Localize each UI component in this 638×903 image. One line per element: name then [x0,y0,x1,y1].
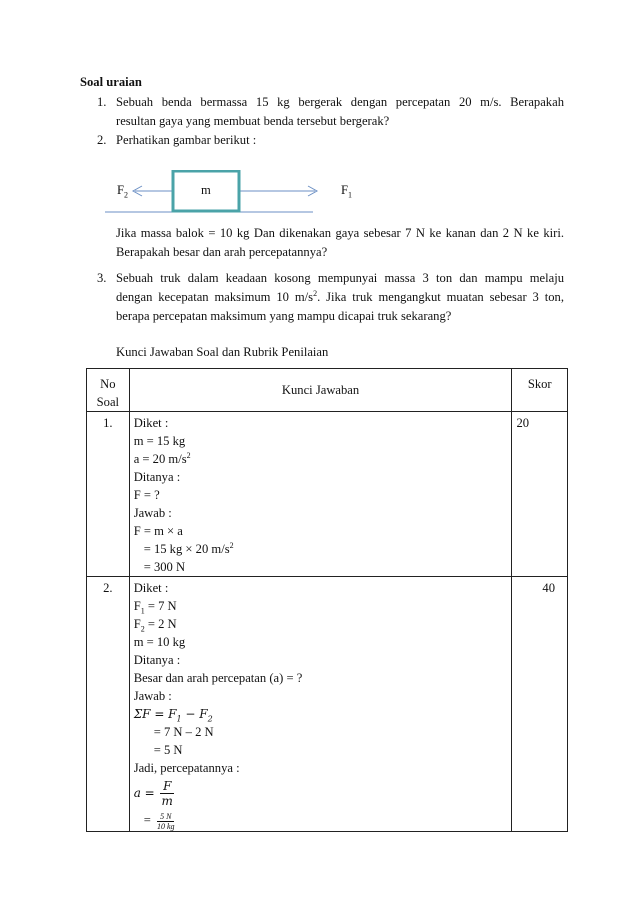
fraction: $\frac{5 N}{10 kg}$ [156,811,175,831]
answer-cell [129,412,512,577]
score-cell [512,412,568,577]
question-text-line: Berapakah besar dan arah percepatannya? [116,245,328,259]
question-3 [97,269,563,329]
answer-line: a = $\frac{F}{m}$ [134,777,512,809]
table-row [87,577,568,832]
answer-line: Ditanya : [133,653,181,667]
header-key-cell [129,369,512,412]
answer-line: F = m × a [133,524,183,538]
answer-line: Ditanya : [133,470,181,484]
question-2 [97,131,563,151]
header-no-cell [87,369,130,412]
header-score: Skor [527,377,552,391]
question-text-line: berapa percepatan maksimum yang mampu dicapai truk sekarang? [116,309,452,323]
score-value: 20 [516,416,530,430]
question-number: 3. [97,271,107,285]
question-text-line: Perhatikan gambar berikut : [116,133,257,147]
answer-line: Besar dan arah percepatan (a) = ? [133,671,303,685]
answer-line: $F_2 = 2$ N [133,617,177,634]
question-1 [97,93,563,133]
question-text-line: dengan kecepatan maksimum 10 $m/s^2$. Jika truk mengangkut muatan sebesar 3 ton, [116,288,564,304]
table-header-row [87,369,568,412]
header-score-cell [512,369,568,412]
answer-line: = 7 N – 2 N [153,725,214,739]
answer-line: Diket : [133,416,169,430]
answer-line: = $\frac{5 N}{10 kg}$ [134,809,512,831]
answer-line: Jadi, percepatannya : [133,761,240,775]
answer-line: = 15 kg × 20 $m/s^2$ [143,540,234,556]
question-text-line: resultan gaya yang membuat benda tersebut bergerak? [116,114,390,128]
header-no: No [100,377,116,391]
answer-line: Diket : [133,581,169,595]
answer-cell [129,577,512,832]
answer-line: = 300 N [143,560,186,574]
row-number-cell [87,412,130,577]
header-soal: Soal [96,395,120,409]
row-number-cell [87,577,130,832]
answer-line: Jawab : [133,506,172,520]
answer-line: $F_1 = 7$ N [133,599,177,616]
section-heading: Soal uraian [80,75,142,89]
mass-label: m [201,183,211,197]
answer-line: Jawab : [133,689,172,703]
answer-line: = 5 N [153,743,183,757]
row-number: 1. [103,416,113,430]
answer-line: m = 10 kg [133,635,186,649]
f1-label: $F_1$ [341,183,353,200]
question-text-line: Sebuah benda bermassa 15 kg bergerak dengan percepatan 20 m/s. Berapakah [116,95,564,109]
row-number: 2. [103,581,113,595]
answer-line: a = 20 $m/s^2$ [133,450,191,466]
question-text-line: Jika massa balok = 10 kg Dan dikenakan gaya sebesar 7 N ke kanan dan 2 N ke kiri. [116,226,564,240]
question-2-text [97,224,563,264]
answer-key-title: Kunci Jawaban Soal dan Rubrik Penilaian [116,345,329,359]
answer-line: F = ? [133,488,160,502]
answer-key-table [86,368,568,832]
table-row [87,412,568,577]
answer-line: $\Sigma F = F_1 - F_2$ [133,707,213,724]
force-diagram [105,170,425,220]
header-key: Kunci Jawaban [281,382,360,397]
f2-label: $F_2$ [117,183,129,200]
question-number: 2. [97,133,107,147]
answer-line: m = 15 kg [133,434,186,448]
fraction: $\frac{F}{m}$ [161,779,173,808]
score-cell [512,577,568,832]
score-value: 40 [542,581,555,595]
question-number: 1. [97,95,107,109]
question-text-line: Sebuah truk dalam keadaan kosong mempunyai massa 3 ton dan mampu melaju [116,271,564,285]
force-diagram-svg [105,170,425,220]
